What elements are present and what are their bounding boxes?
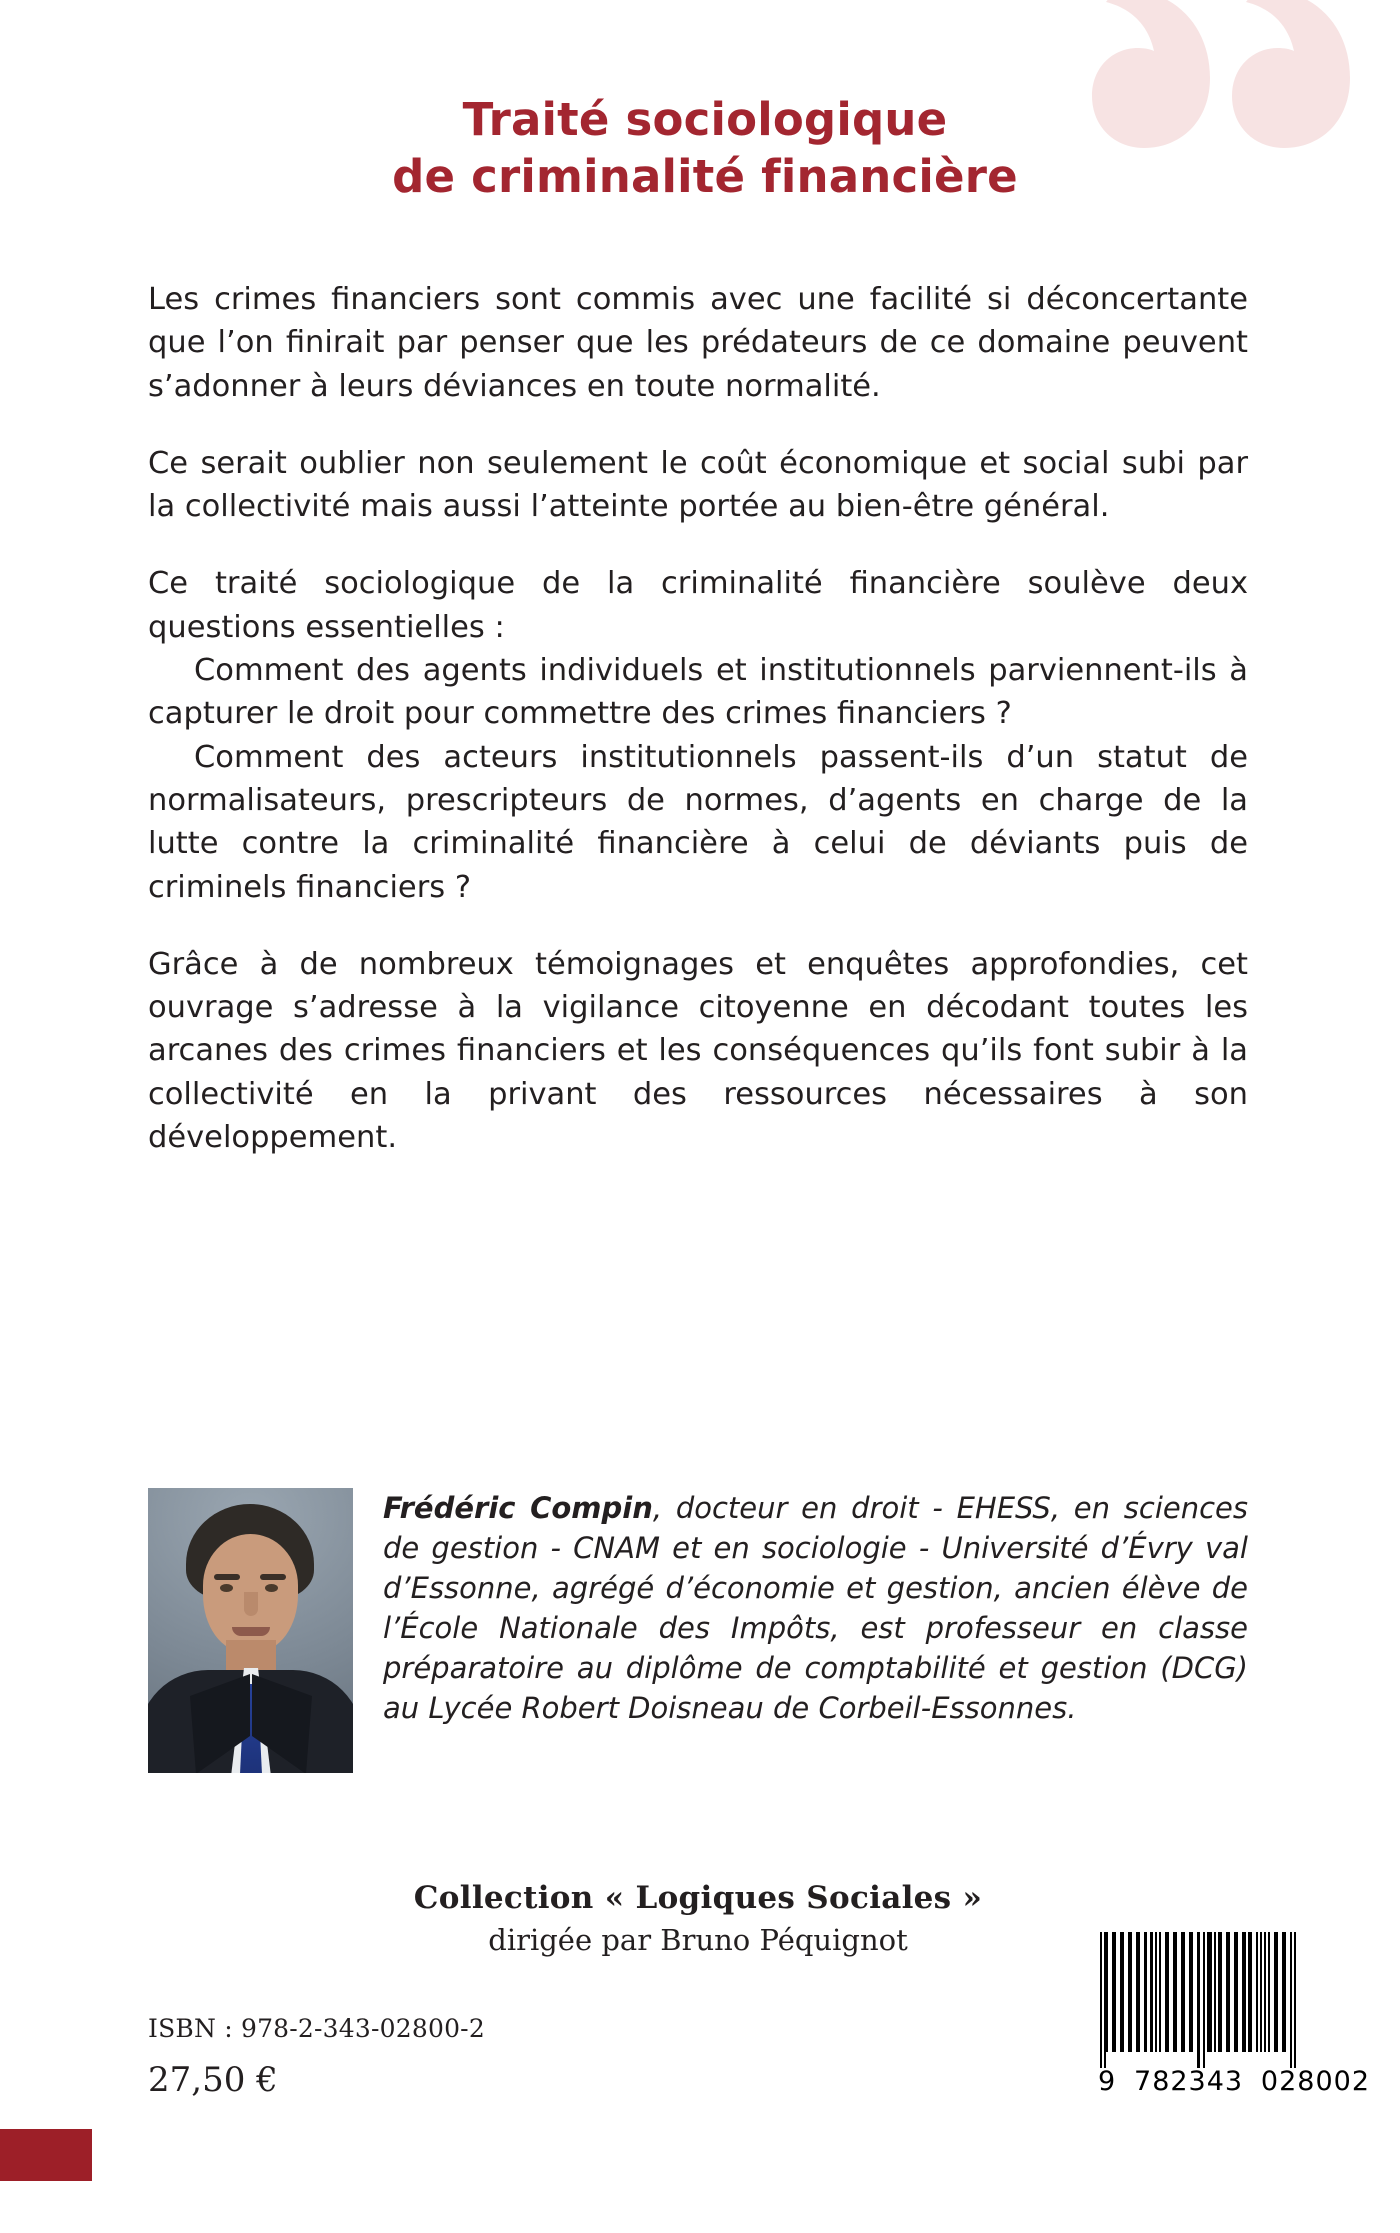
- portrait-mouth: [232, 1627, 270, 1636]
- paragraph-5: Comment des acteurs institutionnels passent-ils d’un statut de normalisateurs, prescripteurs de normes, d’agents en charge de la lutte contre la criminalité financière à celui de déviants puis de criminels financiers ?: [148, 739, 1248, 905]
- barcode-group-2: 028002: [1260, 2066, 1370, 2097]
- paragraph-spacer: [148, 909, 1248, 943]
- book-title-line-1: Traité sociologique: [462, 93, 948, 146]
- collection-block: [148, 1880, 1248, 1957]
- portrait-eye-left: [220, 1584, 233, 1592]
- book-title: [160, 92, 1250, 205]
- isbn-text: ISBN : 978-2-343-02800-2: [148, 2014, 485, 2043]
- barcode-digits: [1096, 2066, 1372, 2097]
- collection-title: Collection « Logiques Sociales »: [413, 1880, 983, 1916]
- author-name: Frédéric Compin: [383, 1491, 653, 1525]
- paragraph-6: Grâce à de nombreux témoignages et enquêtes approfondies, cet ouvrage s’adresse à la vigilance citoyenne en décodant toutes les arcanes des crimes financiers et les conséquences qu’ils font subir à la collectivité en la privant des ressources nécessaires à son développement.: [148, 946, 1248, 1156]
- portrait-eyebrow-right: [260, 1574, 286, 1580]
- back-cover-text: [148, 278, 1248, 1159]
- barcode-bars: [1100, 1932, 1368, 2068]
- portrait-nose: [244, 1592, 258, 1616]
- barcode-group-1: 782343: [1134, 2066, 1244, 2097]
- barcode: [1092, 1928, 1376, 2110]
- barcode-left-digit: 9: [1098, 2066, 1117, 2097]
- portrait-eye-right: [265, 1584, 278, 1592]
- author-block: [148, 1488, 1248, 1773]
- paragraph-3: Ce traité sociologique de la criminalité financière soulève deux questions essentielles :: [148, 566, 1248, 645]
- portrait-eyebrow-left: [214, 1574, 240, 1580]
- barcode-bar: [1294, 1932, 1296, 2068]
- paragraph-2: Ce serait oublier non seulement le coût économique et social subi par la collectivité mais aussi l’atteinte portée au bien-être général.: [148, 445, 1248, 525]
- paragraph-4: Comment des agents individuels et institutionnels parviennent-ils à capturer le droit pour commettre des crimes financiers ?: [148, 653, 1248, 732]
- red-accent-bar: [0, 2129, 92, 2181]
- book-title-line-2: de criminalité financière: [392, 149, 1018, 203]
- collection-editor: dirigée par Bruno Péquignot: [488, 1923, 908, 1957]
- author-photo: [148, 1488, 353, 1773]
- paragraph-1: Les crimes financiers sont commis avec une facilité si déconcertante que l’on finirait par penser que les prédateurs de ce domaine peuvent s’adonner à leurs déviances en toute normalité.: [148, 282, 1248, 404]
- author-bio-text: , docteur en droit - EHESS, en sciences de gestion - CNAM et en sociologie - Université d’Évry val d’Essonne, agrégé d’économie et gestion, ancien élève de l’École Nationale des Impôts, est professeur en classe préparatoire au diplôme de comptabilité et gestion (DCG) au Lycée Robert Doisneau de Corbeil-Essonnes.: [383, 1491, 1248, 1726]
- author-biography: [383, 1488, 1248, 1728]
- price-text: 27,50 €: [148, 2060, 278, 2100]
